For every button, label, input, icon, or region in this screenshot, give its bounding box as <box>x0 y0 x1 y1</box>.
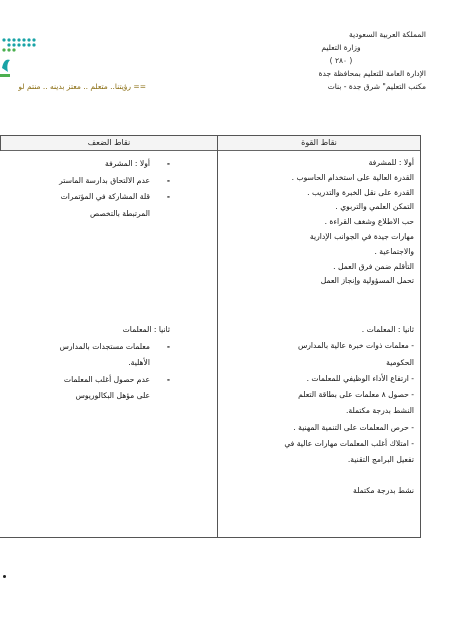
weakness-item <box>20 173 170 190</box>
weaknesses-teachers <box>20 322 170 405</box>
ministry-logo-icon <box>0 30 40 82</box>
strength-line: حب الاطلاع وشغف القراءة . <box>324 217 414 227</box>
strength-line: - ارتفاع الأداء الوظيفي للمعلمات . <box>306 373 414 383</box>
swot-table <box>0 135 421 538</box>
strength-line: أولا : للمشرفة <box>368 158 414 167</box>
strengths-supervisor <box>214 156 414 289</box>
ministry-code: ( ٢٨٠ ) <box>329 56 353 65</box>
column-divider <box>0 136 1 151</box>
bullet-dash: - <box>166 175 170 185</box>
strength-line: تفعيل البرامج التقنية. <box>347 455 414 465</box>
bullet-dash: - <box>166 341 170 351</box>
bullet-dash: - <box>166 374 170 384</box>
weakness-item <box>20 339 170 372</box>
strength-line: التمكن العلمي والتربوي . <box>335 202 414 212</box>
bullet-dash: - <box>166 159 170 168</box>
weakness-line: الأهلية. <box>128 358 150 368</box>
strengths-teachers <box>214 322 414 499</box>
stray-mark <box>3 575 6 578</box>
strength-line: والاجتماعية . <box>374 246 414 256</box>
ministry-header <box>256 28 426 93</box>
weakness-line: المرتبطة بالتخصص <box>90 208 150 218</box>
header-strengths: نقاط القوة <box>218 136 420 151</box>
weakness-line: عدم الالتحاق بدارسة الماستر <box>59 175 150 185</box>
kingdom-name: المملكة العربية السعودية <box>349 30 426 39</box>
strength-line: ثانيا : المعلمات . <box>361 325 414 334</box>
strength-line: - امتلاك أغلب المعلمات مهارات عالية في <box>284 439 414 449</box>
weakness-section-title: ثانيا : المعلمات <box>122 325 170 334</box>
office-name: مكتب التعليم" شرق جدة - بنات <box>327 82 426 91</box>
weakness-line: معلمات مستجدات بالمدارس <box>59 341 150 351</box>
strength-line: نشط بدرجة مكتملة <box>353 485 414 495</box>
strength-line: القدرة على نقل الخبرة والتدريب . <box>307 187 414 197</box>
strength-line: القدرة العالية على استخدام الحاسوب . <box>291 172 414 182</box>
header-weaknesses: نقاط الضعف <box>1 136 217 151</box>
weakness-line: على مؤهل البكالوريوس <box>75 391 150 401</box>
weakness-item <box>20 372 170 405</box>
weakness-line: قلة المشاركة في المؤتمرات <box>60 192 150 202</box>
weakness-line: أولا : المشرفة <box>105 159 150 168</box>
weakness-line: عدم حصول أغلب المعلمات <box>63 374 150 384</box>
weakness-item <box>20 189 170 222</box>
strength-line: مهارات جيدة في الجوانب الإدارية <box>309 231 414 241</box>
vision-motto: == رؤيتنا.. متعلم .. معتز بدينه .. منتم لو <box>18 82 146 91</box>
ministry-name: وزارة التعليم <box>321 43 361 52</box>
strength-line: الحكومية <box>386 357 414 367</box>
bullet-dash: - <box>166 192 170 202</box>
weakness-item <box>20 156 170 173</box>
strength-line: - حرص المعلمات على التنمية المهنية . <box>293 422 414 432</box>
strength-line: - معلمات ذوات خبرة عالية بالمدارس <box>297 341 414 351</box>
strength-line <box>214 469 414 483</box>
weaknesses-supervisor <box>20 156 170 222</box>
strength-line: النشط بدرجة مكتملة. <box>346 406 414 416</box>
strength-line: تحمل المسؤولية وإنجاز العمل <box>320 276 414 286</box>
strength-line: - حصول ٨ معلمات على بطاقة التعلم <box>298 390 414 400</box>
strength-line: التأقلم ضمن فرق العمل . <box>333 261 414 271</box>
directorate-name: الإدارة العامة للتعليم بمحافظة جدة <box>318 69 426 78</box>
